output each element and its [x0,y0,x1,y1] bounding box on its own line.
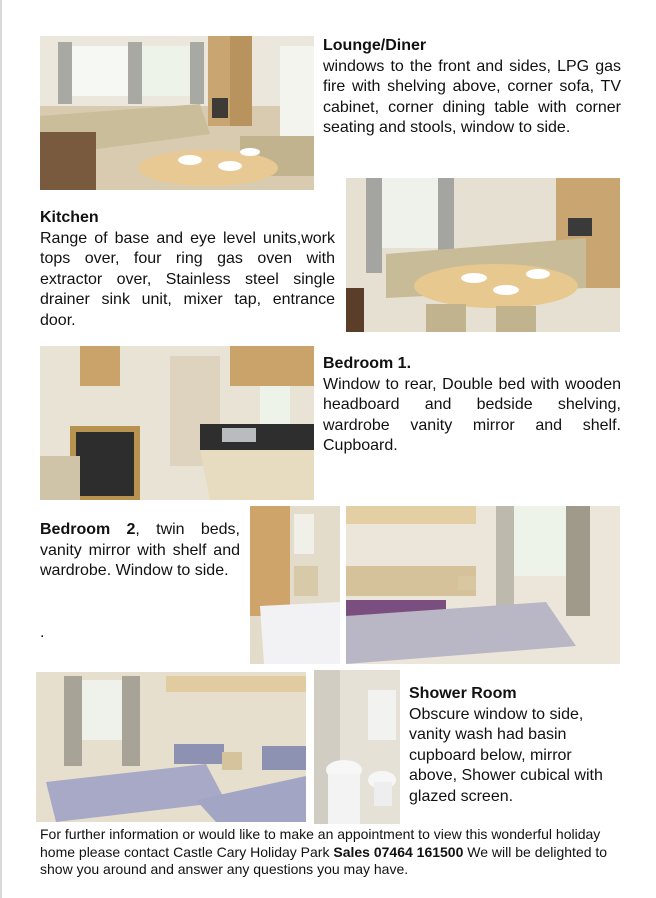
kitchen-photo [40,346,314,500]
kitchen-heading: Kitchen [40,209,99,226]
contact-footer [40,826,624,879]
bedroom1-heading: Bedroom 1. [323,355,412,372]
sales-phone: Sales 07464 161500 [333,843,464,860]
lounge-body: windows to the front and sides, LPG gas fire with shelving above, corner sofa, TV cabinet, corner dining table with corner seating and stools, window to side. [323,57,621,136]
footer-text-before: For further information or would like to make an appointment to view this wonderful holiday home please contact Castle Cary Holiday Park [40,826,601,860]
lounge-description [323,36,621,139]
shower-room-photo [314,670,400,824]
wardrobe-photo [250,506,340,664]
bedroom1-body: Window to rear, Double bed with wooden headboard and bedside shelving, wardrobe vanity mirror and shelf. Cupboard. [323,375,621,454]
lounge-heading: Lounge/Diner [323,37,427,54]
kitchen-description [40,208,335,331]
bedroom2-heading: Bedroom 2 [40,521,136,538]
shower-room-heading: Shower Room [409,685,517,702]
lounge-photo [40,36,314,190]
kitchen-body: Range of base and eye level units,work tops over, four ring gas oven with extractor over, Stainless steel single drainer sink unit, mixer tap, entrance door. [40,229,335,329]
dining-photo [346,178,620,332]
footer-text-after: We will be delighted to show you around and answer any questions you may have. [40,843,608,877]
bedroom2-body: , twin beds, vanity mirror with shelf and wardrobe. Window to side. [40,521,240,579]
twin-bedroom-photo [36,672,306,822]
page-left-rule [0,0,2,898]
bedroom2-dot: . [40,624,45,641]
shower-room-body: Obscure window to side, vanity wash had basin cupboard below, mirror above, Shower cubical with glazed screen. [409,705,603,805]
bedroom1-description [323,354,621,457]
double-bedroom-photo [346,506,620,664]
bedroom2-description [40,520,240,582]
shower-room-description [409,684,621,807]
